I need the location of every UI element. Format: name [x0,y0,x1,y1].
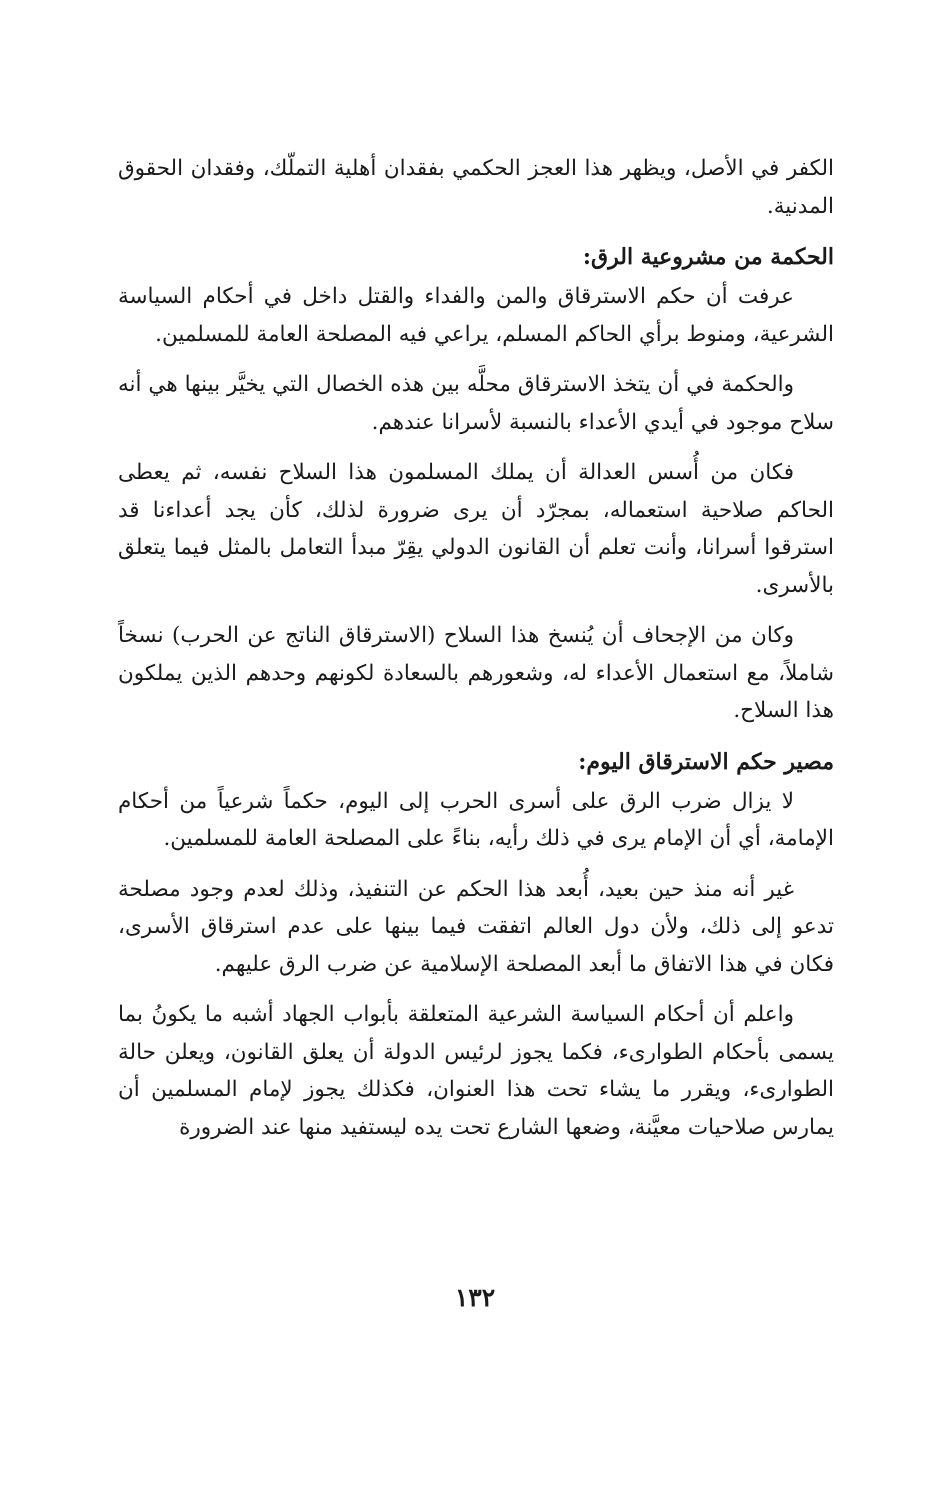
paragraph-continuation: الكفر في الأصل، ويظهر هذا العجز الحكمي بفقدان أهلية التملّك، وفقدان الحقوق المدنية. [118,156,834,219]
paragraph: والحكمة في أن يتخذ الاسترقاق محلَّه بين هذه الخصال التي يخيَّر بينها هي أنه سلاح موجود في أيدي الأعداء بالنسبة لأسرانا عندهم. [118,372,834,435]
page-body [118,150,834,1159]
paragraph: فكان من أُسس العدالة أن يملك المسلمون هذا السلاح نفسه، ثم يعطى الحاكم صلاحية استعماله، بمجرّد أن يرى ضرورة لذلك، كأن يجد أعداءنا قد استرقوا أسرانا، وأنت تعلم أن القانون الدولي يقِرّ مبدأ التعامل بالمثل فيما يتعلق بالأسرى. [118,460,834,598]
section-heading-fate-of-ruling: مصير حكم الاسترقاق اليوم: [578,748,834,775]
section-heading-wisdom-of-slavery: الحكمة من مشروعية الرق: [582,244,834,270]
paragraph: عرفت أن حكم الاسترقاق والمن والفداء والقتل داخل في أحكام السياسة الشرعية، ومنوط برأي الحاكم المسلم، يراعي فيه المصلحة العامة للمسلمين. [118,284,834,347]
paragraph: واعلم أن أحكام السياسة الشرعية المتعلقة بأبواب الجهاد أشبه ما يكونُ بما يسمى بأحكام الطوارىء، فكما يجوز لرئيس الدولة أن يعلق القانون، ويعلن حالة الطوارىء، ويقرر ما يشاء تحت هذا العنوان، فكذلك يجوز لإمام المسلمين أن يمارس صلاحيات معيَّنة، وضعها الشارع تحت يده ليستفيد منها عند الضرورة [118,1002,834,1140]
paragraph: لا يزال ضرب الرق على أسرى الحرب إلى اليوم، حكماً شرعياً من أحكام الإمامة، أي أن الإمام يرى في ذلك رأيه، بناءً على المصلحة العامة للمسلمين. [118,788,834,851]
paragraph: غير أنه منذ حين بعيد، أُبعد هذا الحكم عن التنفيذ، وذلك لعدم وجود مصلحة تدعو إلى ذلك، ولأن دول العالم اتفقت فيما بينها على عدم استرقاق الأسرى، فكان في هذا الاتفاق ما أبعد المصلحة الإسلامية عن ضرب الرق عليهم. [118,876,834,977]
page-number: ١٣٢ [454,1283,496,1312]
paragraph: وكان من الإجحاف أن يُنسخ هذا السلاح (الاسترقاق الناتج عن الحرب) نسخاً شاملاً، مع استعمال الأعداء له، وشعورهم بالسعادة لكونهم وحدهم الذين يملكون هذا السلاح. [118,623,834,723]
